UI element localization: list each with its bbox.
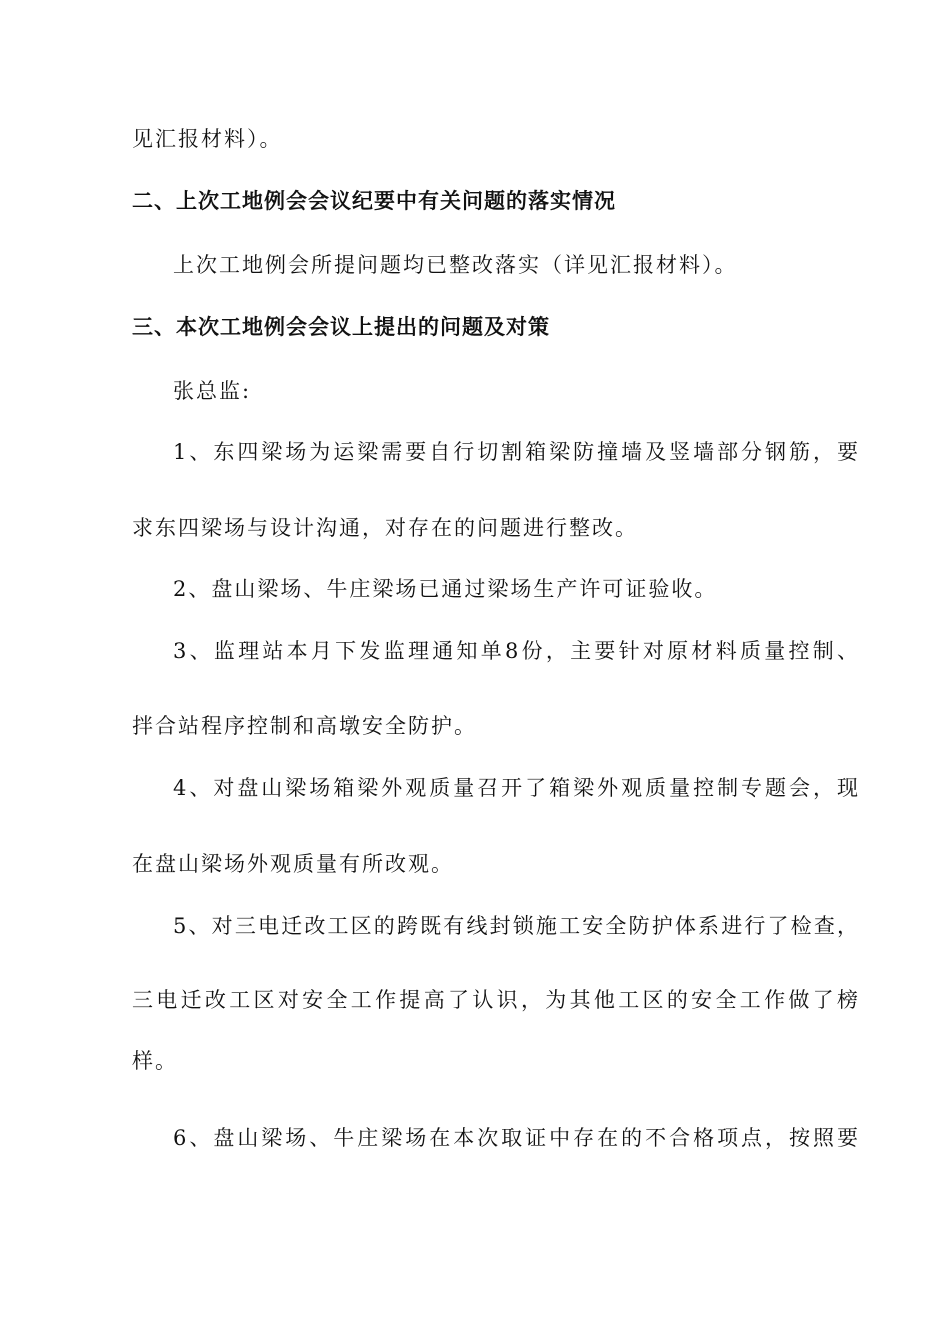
item-4-line-1: 4、对盘山梁场箱梁外观质量召开了箱梁外观质量控制专题会，现 [173, 776, 860, 800]
item-3-line-1: 3、监理站本月下发监理通知单8份，主要针对原材料质量控制、 [173, 639, 860, 663]
speaker-label: 张总监: [173, 379, 252, 403]
paragraph-previous-issues: 上次工地例会所提问题均已整改落实（详见汇报材料）。 [173, 253, 738, 277]
section-heading-2: 二、上次工地例会会议纪要中有关问题的落实情况 [132, 189, 616, 213]
item-1-line-2: 求东四梁场与设计沟通，对存在的问题进行整改。 [132, 516, 638, 540]
item-5-line-3: 样。 [132, 1049, 178, 1073]
item-6-line-1: 6、盘山梁场、牛庄梁场在本次取证中存在的不合格项点，按照要 [173, 1126, 860, 1150]
item-3-line-2: 拌合站程序控制和高墩安全防护。 [132, 714, 477, 738]
item-2-line-1: 2、盘山梁场、牛庄梁场已通过梁场生产许可证验收。 [173, 577, 718, 601]
item-5-line-1: 5、对三电迁改工区的跨既有线封锁施工安全防护体系进行了检查， [173, 914, 860, 938]
item-4-line-2: 在盘山梁场外观质量有所改观。 [132, 852, 454, 876]
paragraph-continuation: 见汇报材料）。 [132, 127, 283, 151]
section-heading-3: 三、本次工地例会会议上提出的问题及对策 [132, 315, 550, 339]
item-1-line-1: 1、东四梁场为运梁需要自行切割箱梁防撞墙及竖墙部分钢筋，要 [173, 440, 860, 464]
item-5-line-2: 三电迁改工区对安全工作提高了认识，为其他工区的安全工作做了榜 [132, 988, 860, 1012]
